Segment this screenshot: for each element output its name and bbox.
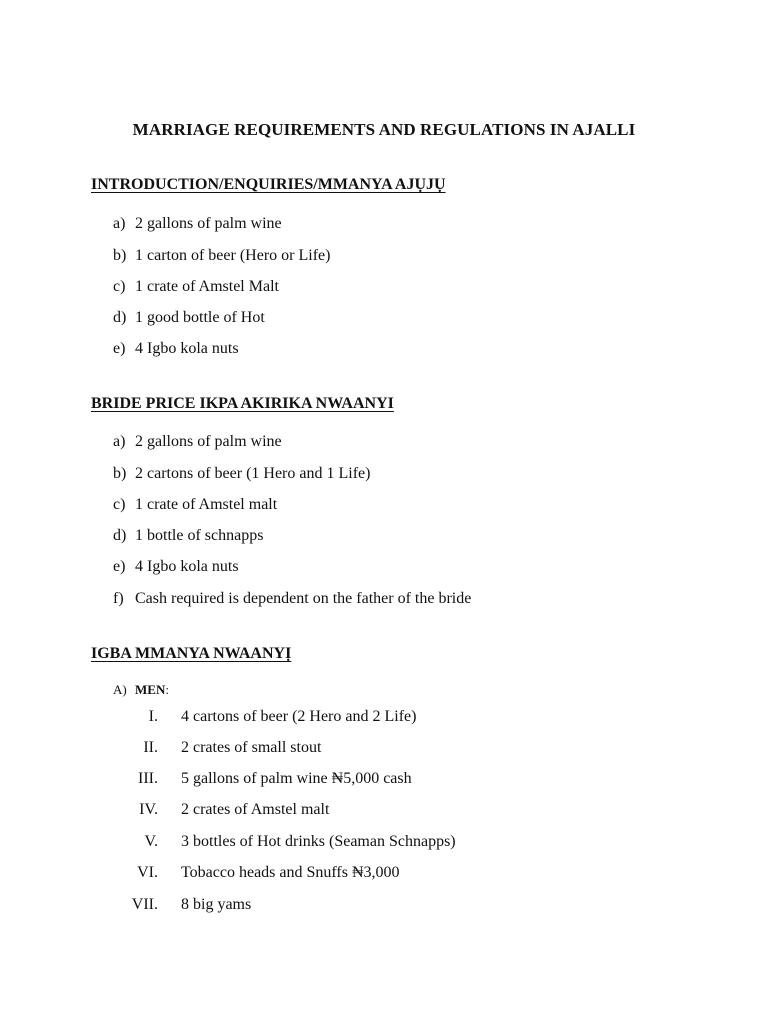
document-title: MARRIAGE REQUIREMENTS AND REGULATIONS IN AJALLI bbox=[132, 120, 636, 139]
list-item-text: 1 crate of Amstel malt bbox=[135, 496, 278, 513]
list-item-text: 5 gallons of palm wine ₦5,000 cash bbox=[181, 770, 412, 787]
list-item-text: Cash required is dependent on the father of the bride bbox=[135, 590, 472, 607]
list-marker: d) bbox=[113, 309, 127, 326]
list-marker: a) bbox=[113, 433, 126, 450]
list-item-text: 2 crates of small stout bbox=[181, 739, 322, 756]
list-marker: III. bbox=[138, 770, 158, 787]
list-marker: f) bbox=[113, 590, 124, 607]
list-item-text: 2 gallons of palm wine bbox=[135, 433, 282, 450]
list-marker: b) bbox=[113, 465, 127, 482]
list-item-text: Tobacco heads and Snuffs ₦3,000 bbox=[181, 864, 400, 881]
section-heading-bride-price: BRIDE PRICE IKPA AKIRIKA NWAANYI bbox=[91, 395, 394, 412]
list-marker: VII. bbox=[131, 896, 158, 913]
subsection-suffix: : bbox=[165, 682, 169, 697]
list-item-text: 1 good bottle of Hot bbox=[135, 309, 265, 326]
list-item-text: 4 Igbo kola nuts bbox=[135, 340, 239, 357]
list-item-text: 4 cartons of beer (2 Hero and 2 Life) bbox=[181, 708, 417, 725]
list-marker: IV. bbox=[139, 801, 158, 818]
list-marker: e) bbox=[113, 340, 126, 357]
list-marker: e) bbox=[113, 558, 126, 575]
section-heading-introduction: INTRODUCTION/ENQUIRIES/MMANYA AJỤJỤ bbox=[91, 176, 446, 193]
list-item-text: 8 big yams bbox=[181, 896, 252, 913]
list-marker: d) bbox=[113, 527, 127, 544]
list-item-text: 1 carton of beer (Hero or Life) bbox=[135, 247, 331, 264]
section-heading-igba-mmanya: IGBA MMANYA NWAANYỊ bbox=[91, 645, 292, 662]
list-item-text: 2 crates of Amstel malt bbox=[181, 801, 330, 818]
list-item-text: 1 crate of Amstel Malt bbox=[135, 278, 279, 295]
list-item-text: 2 cartons of beer (1 Hero and 1 Life) bbox=[135, 465, 371, 482]
list-marker: I. bbox=[148, 708, 158, 725]
list-item-text: 3 bottles of Hot drinks (Seaman Schnapps) bbox=[181, 833, 456, 850]
list-marker: c) bbox=[113, 278, 126, 295]
subsection-marker: A) bbox=[113, 682, 127, 697]
list-item-text: 1 bottle of schnapps bbox=[135, 527, 264, 544]
subsection-heading-men bbox=[113, 682, 169, 698]
list-item-text: 4 Igbo kola nuts bbox=[135, 558, 239, 575]
list-marker: b) bbox=[113, 247, 127, 264]
list-item-text: 2 gallons of palm wine bbox=[135, 215, 282, 232]
list-marker: c) bbox=[113, 496, 126, 513]
list-marker: II. bbox=[143, 739, 158, 756]
list-marker: V. bbox=[144, 833, 158, 850]
list-marker: a) bbox=[113, 215, 126, 232]
list-marker: VI. bbox=[137, 864, 158, 881]
subsection-label: MEN bbox=[135, 682, 166, 697]
